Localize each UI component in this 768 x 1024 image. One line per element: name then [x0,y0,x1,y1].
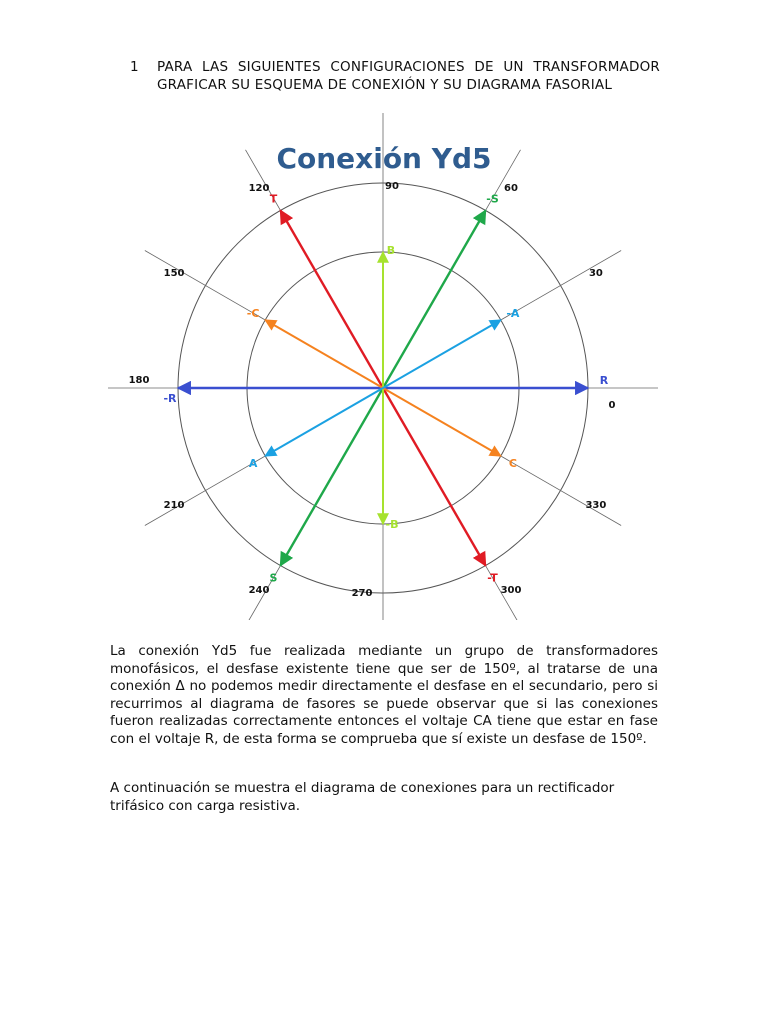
phasor-arrow [383,388,501,456]
angle-label: 0 [608,400,616,411]
phasor-arrow [383,320,501,388]
phasor-arrow [281,210,384,388]
angle-label: 210 [163,500,185,511]
phasor-arrow [265,320,383,388]
angle-label: 330 [585,500,607,511]
phasor-label: -S [486,192,499,206]
phasor-label: -C [246,307,260,320]
phasor-label: T [269,192,278,206]
phasor-label: -A [506,307,520,320]
phasor-label: B [386,244,396,257]
phasor-arrow [281,388,384,566]
explanation-paragraph: La conexión Yd5 fue realizada mediante un grupo de transformadores monofásicos, el desfase existente tiene que ser de 150º, al tratarse de una conexión Δ no podemos medir directamente el desfase en el secundario, pero si recurrimos al diagrama de fasores se puede observar que si las conexiones fueron realizadas correctamente entonces el voltaje CA tiene que estar en fase con el voltaje R, de esta forma se comprueba que sí existe un desfase de 150º. [110,643,658,747]
angle-label: 60 [504,183,518,195]
phasor-label: -B [385,518,399,531]
phasor-arrow [265,388,383,456]
angle-label: 150 [163,268,185,279]
angle-label: 90 [385,181,399,192]
phasor-arrow [383,210,486,388]
phasor-arrow [383,388,486,566]
angle-label: 120 [248,183,270,195]
angle-label: 270 [351,588,373,599]
phasor-label: A [248,457,258,470]
phasor-label: R [599,374,609,387]
phasor-label: -T [487,571,498,585]
angle-label: 240 [248,584,270,596]
phasor-label: S [269,571,278,585]
phasor-label: C [508,457,517,470]
angle-label: 30 [588,268,603,279]
angle-label: 300 [500,584,522,596]
heading-text: PARA LAS SIGUIENTES CONFIGURACIONES DE UN TRANSFORMADOR GRAFICAR SU ESQUEMA DE CONEXIÓN Y SU DIAGRAMA FASORIAL [157,59,660,93]
phasor-label: -R [163,392,177,405]
intro-paragraph: A continuación se muestra el diagrama de conexiones para un rectificador trifásico con carga resistiva. [110,780,615,814]
angle-label: 180 [128,375,150,386]
diagram-title: Conexión Yd5 [276,142,492,175]
heading-number: 1 [130,59,139,75]
